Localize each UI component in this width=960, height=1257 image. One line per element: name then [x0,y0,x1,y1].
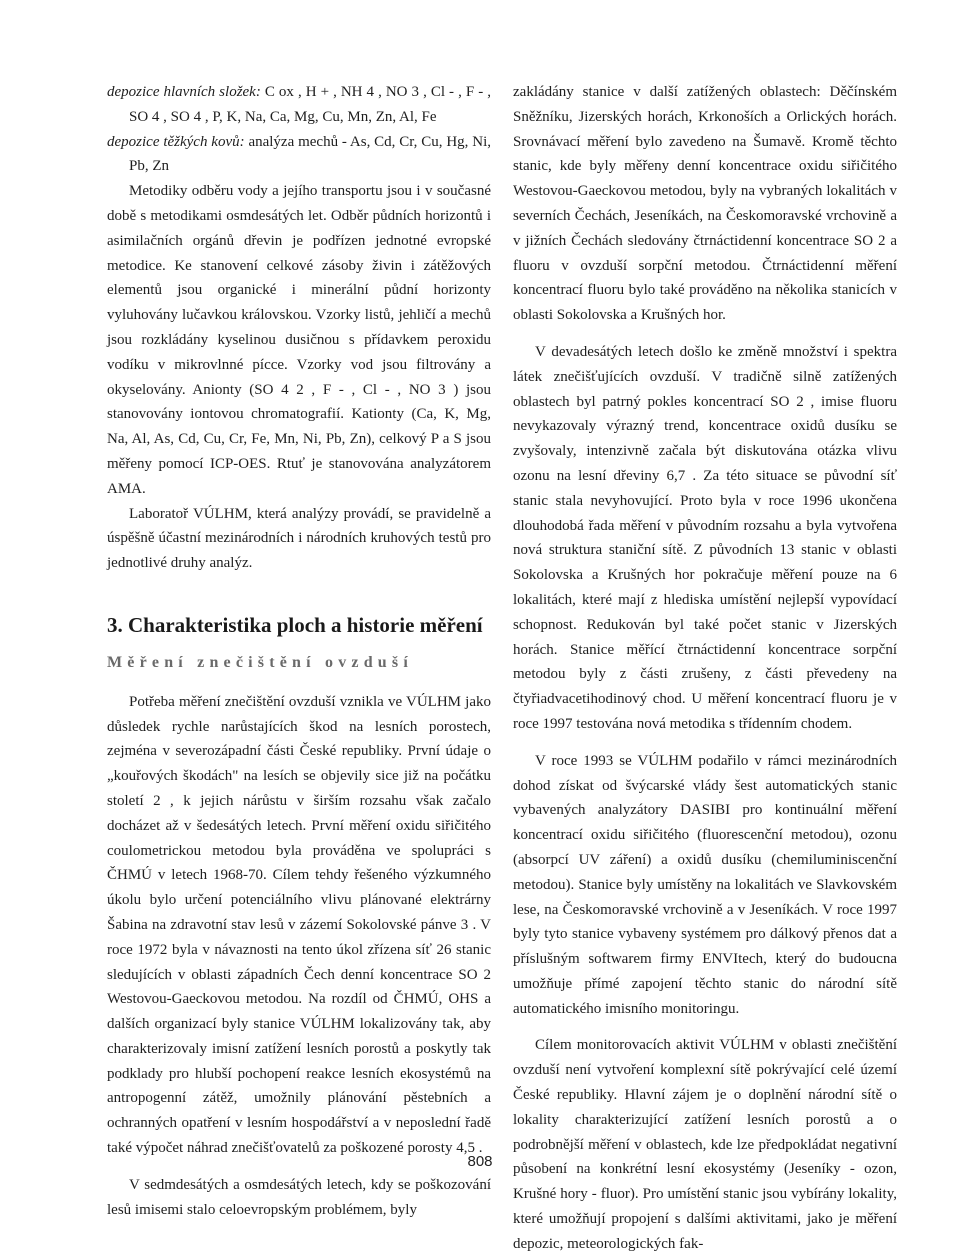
deposition-main-line [107,80,491,130]
nineties-paragraph: V devadesátých letech došlo ke změně množství i spektra látek znečišťujících ovzduší. V tradičně silně zatížených oblastech byl patrný pokles koncentrací SO 2 , imise fluoru nevykazovaly výrazný trend, koncentrace oxidů dusíku se zvyšovaly, intenzivně začala být diskutována otázka vlivu ozonu na lesní dřeviny 6,7 . Za této situace se původní síť stanic stala nevyhovující. Proto byla v roce 1996 ukončena dlouhodobá řada měření v původním rozsahu a byla vytvořena nová struktura staniční sítě. Z původních 13 stanic v oblasti Sokolovska a Krušných hor pokračuje měření pouze na 6 lokalitách, které mají z hlediska umístění nejlepší vypovídací schopnost. Redukován byl také počet stanic v Jizerských horách. Stanice měřící čtrnáctidenní koncentrace sorpční metodou byly z části zrušeny, z části převedeny na čtyřiadvacetihodinový chod. U měření koncentrací fluoru je v roce 1997 testována nová metodika s třídenním chodem. [513,343,897,732]
subsection-title: Měření znečištění ovzduší [107,653,413,671]
seventies-paragraph: V sedmdesátých a osmdesátých letech, kdy se poškozování lesů imisemi stalo celoevropským problémem, byly [107,1176,491,1218]
section-title: 3. Charakteristika ploch a historie měření [107,612,483,637]
left-column [107,80,491,1222]
deposition-heavy-text: analýza mechů - As, Cd, Cr, Cu, Hg, Ni, Pb, Zn [129,133,491,175]
goal-paragraph: Cílem monitorovacích aktivit VÚLHM v oblasti znečištění ovzduší není vytvoření komplexní sítě pokrývající celé území České republiky. Hlavní zájem je o doplnění národní sítě o lokality charakterizující zatížení lesních porostů a o podrobnější měření v oblastech, kde lze předpokládat negativní působení na konkrétní lesní ekosystémy (Jeseníky - ozon, Krušné hory - fluor). Pro umístění stanic jsou vybírány lokality, které umožňují propojení s dalšími aktivitami, jako je měření depozic, meteorologických fak- [513,1037,897,1252]
continuation-paragraph: zakládány stanice v další zatížených oblastech: Děčínském Sněžníku, Jizerských horách, Krkonoších a Orlických horách. Srovnávací měření bylo zavedeno na Šumavě. Kromě těchto stanic, kde byly měřeny denní koncentrace oxidu siřičitého Westovou-Gaeckovou metodou, byly na vybraných lokalitách v severních Čechách, Jeseníkách, na Českomoravské vrchovině a v jižních Čechách sledovány čtrnáctidenní koncentrace SO 2 a fluoru v ovzduší sorpční metodou. Čtrnáctidenní měření koncentrací fluoru bylo také prováděno na několika stanicích v oblasti Sokolovska a Krušných hor. [513,84,897,324]
deposition-heavy-label: depozice těžkých kovů: [107,133,245,150]
lab-paragraph: Laboratoř VÚLHM, která analýzy provádí, se pravidelně a úspěšně účastní mezinárodních i národních kruhových testů pro jednotlivé druhy analýz. [107,505,491,572]
paragraph-gap [513,737,897,749]
history-paragraph: Potřeba měření znečištění ovzduší vznikla ve VÚLHM jako důsledek rychle narůstajících škod na lesních porostech, zejména v severozápadní části České republiky. První údaje o „kouřových škodách" na lesích se objevily sice již na počátku století 2 , k jejich nárůstu v širším rozsahu však začalo docházet až v šedesátých letech. První měření oxidu siřičitého coulometrickou metodou byla prováděna ve spolupráci s ČHMÚ v letech 1968-70. Cílem tehdy řešeného výzkumného úkolu bylo určení potenciálního vlivu plánované elektrárny Šabina na zdravotní stav lesů v zázemí Sokolovské pánve 3 . V roce 1972 byla v návaznosti na tento úkol zřízena síť 26 stanic sledujících v oblasti západních Čech denní koncentrace SO 2 Westovou-Gaeckovou metodou. Na rozdíl od ČHMÚ, OHS a dalších organizací byly stanice VÚLHM lokalizovány tak, aby charakterizovaly imisní zatížení lesních porostů a poskytly tak podklady pro hlubší pochopení reakce lesních ekosystémů na antropogenní zátěž, umožnily plánování pěstebních a ochranných opatření v lesním hospodářství a v neposlední řadě také výpočet náhrad znečišťovatelů za poškozené porosty 4,5 . [107,693,491,1157]
paragraph-gap [513,1021,897,1033]
deposition-main-label: depozice hlavních složek: [107,84,261,100]
dasibi-paragraph: V roce 1993 se VÚLHM podařilo v rámci mezinárodních dohod získat od švýcarské vlády šest automatických stanic vybavených analyzátory DASIBI pro kontinuální měření koncentrací oxidu siřičitého (fluorescenční metodou), ozonu (absorpcí UV záření) a oxidů dusíku (chemiluminiscenční metodou). Stanice byly umístěny na lokalitách ve Slavkovském lese, na Českomoravské vrchovině a v Jeseníkách. V roce 1997 byly tyto stanice vybaveny systémem pro dálkový přenos dat a příslušným softwarem firmy ENVItech, který do budoucna umožňuje přímé zapojení těchto stanic do národní sítě automatického imisního monitoringu. [513,752,897,1017]
page-number: 808 [467,1153,493,1170]
right-column [513,80,897,1257]
methods-paragraph: Metodiky odběru vody a jejího transportu jsou i v současné době s metodikami osmdesátých let. Odběr půdních horizontů i asimilačních orgánů dřevin je podřízen jednotné evropské metodice. Ke stanovení celkové zásoby živin i zátěžových elementů jsou organické i minerální půdní horizonty vyluhovány lučavkou královskou. Vzorky listů, jehličí a mechů jsou rozkládány kyselinou dusičnou s přídavkem peroxidu vodíku v mikrovlnné pícce. Vzorky vod jsou filtrovány a okyselovány. Anionty (SO 4 2 , F - , Cl - , NO 3 ) jsou stanovovány iontovou chromatografií. Kationty (Ca, K, Mg, Na, Al, As, Cd, Cu, Cr, Fe, Mn, Ni, Pb, Zn), celkový P a S jsou měřeny pomocí ICP-OES. Rtuť je stanovována analyzátorem AMA. [107,183,491,497]
paragraph-gap [513,328,897,340]
deposition-heavy-line [107,130,491,180]
deposition-main-text: C ox , H + , NH 4 , NO 3 , Cl - , F - , SO 4 , SO 4 , P, K, Na, Ca, Mg, Cu, Mn, Zn, Al, Fe [129,84,491,125]
